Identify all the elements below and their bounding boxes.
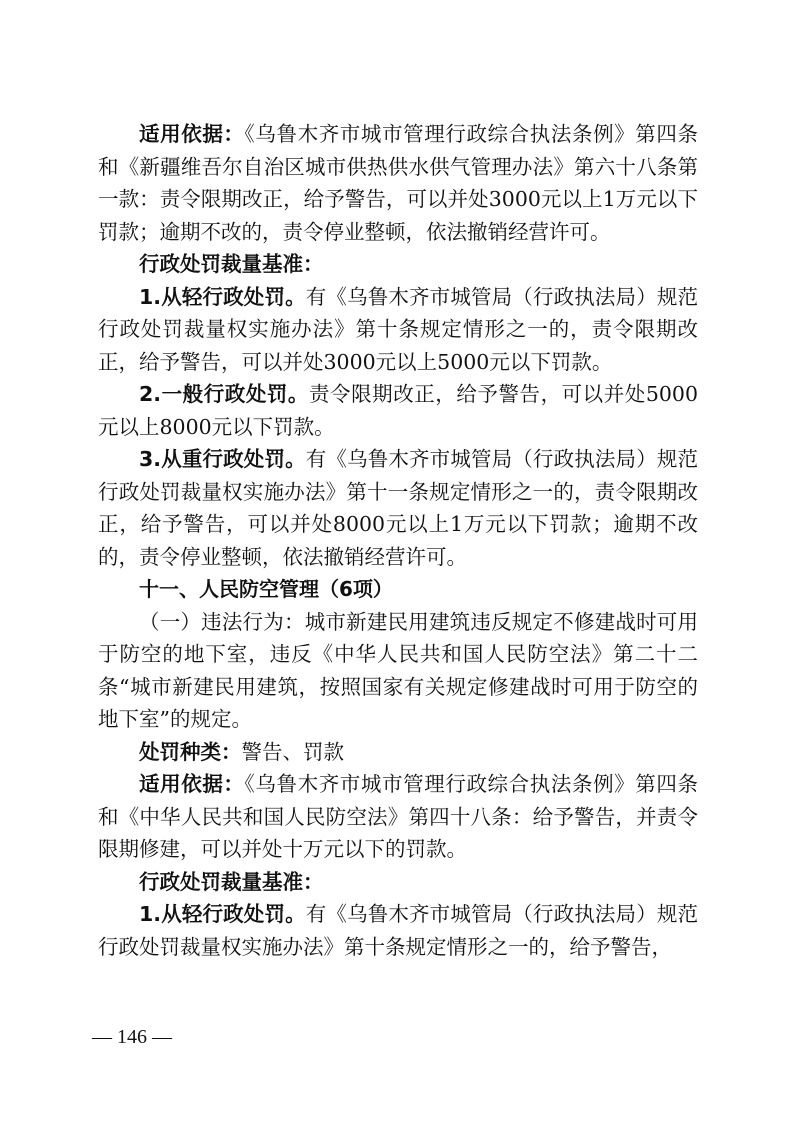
paragraph-violation [98,606,698,736]
paragraph-label: 处罚种类： [139,739,242,764]
section-heading [98,573,698,606]
paragraph-text: 有《乌鲁木齐市城管局（行政执法局）规范行政处罚裁量权实施办法》第十条规定情形之一的，责令限期改正，给予警告，可以并处3000元以上5000元以下罚款。 [98,284,698,374]
paragraph-text: 责令限期改正，给予警告，可以并处5000元以上8000元以下罚款。 [98,382,698,439]
paragraph-text: 有《乌鲁木齐市城管局（行政执法局）规范行政处罚裁量权实施办法》第十一条规定情形之一的，责令限期改正，给予警告，可以并处8000元以上1万元以下罚款；逾期不改的，责令停业整顿，依法撤销经营许可。 [98,447,698,569]
paragraph-text: 《乌鲁木齐市城市管理行政综合执法条例》第四条和《中华人民共和国人民防空法》第四十八条：给予警告，并责令限期修建，可以并处十万元以下的罚款。 [98,772,699,861]
paragraph-discretion-standard [98,248,698,281]
paragraph-text: 警告、罚款 [241,739,344,764]
paragraph-label: 适用依据： [139,122,245,146]
paragraph-general-penalty [98,378,698,443]
paragraph-label: 行政处罚裁量基准： [139,252,324,276]
paragraph-text: 《乌鲁木齐市城市管理行政综合执法条例》第四条和《新疆维吾尔自治区城市供热供水供气管理办法》第六十八条第一款：责令限期改正，给予警告，可以并处3000元以上1万元以下罚款；逾期不改的，责令停业整顿，依法撤销经营许可。 [98,122,699,244]
paragraph-label: 2.一般行政处罚。 [139,382,309,406]
section-heading-text: 十一、人民防空管理（6项） [139,577,393,601]
paragraph-lenient-penalty [98,281,698,379]
paragraph-label: 1.从轻行政处罚。 [139,284,306,309]
paragraph-text: 有《乌鲁木齐市城管局（行政执法局）规范行政处罚裁量权实施办法》第十条规定情形之一的，给予警告， [98,902,698,959]
page-number: — 146 — [92,1026,172,1048]
paragraph-severe-penalty [98,443,698,573]
document-body [98,118,698,963]
paragraph-text: （一）违法行为：城市新建民用建筑违反规定不修建战时可用于防空的地下室，违反《中华人民共和国人民防空法》第二十二条“城市新建民用建筑，按照国家有关规定修建战时可用于防空的地下室”的规定。 [98,609,698,731]
paragraph-penalty-type [98,736,698,769]
paragraph-legal-basis-2 [98,768,698,866]
paragraph-lenient-penalty-2 [98,898,698,963]
paragraph-label: 行政处罚裁量基准： [139,869,324,894]
paragraph-legal-basis [98,118,698,248]
paragraph-discretion-standard-2 [98,866,698,899]
paragraph-label: 3.从重行政处罚。 [139,447,306,471]
paragraph-label: 1.从轻行政处罚。 [139,902,306,926]
paragraph-label: 适用依据： [139,772,245,796]
